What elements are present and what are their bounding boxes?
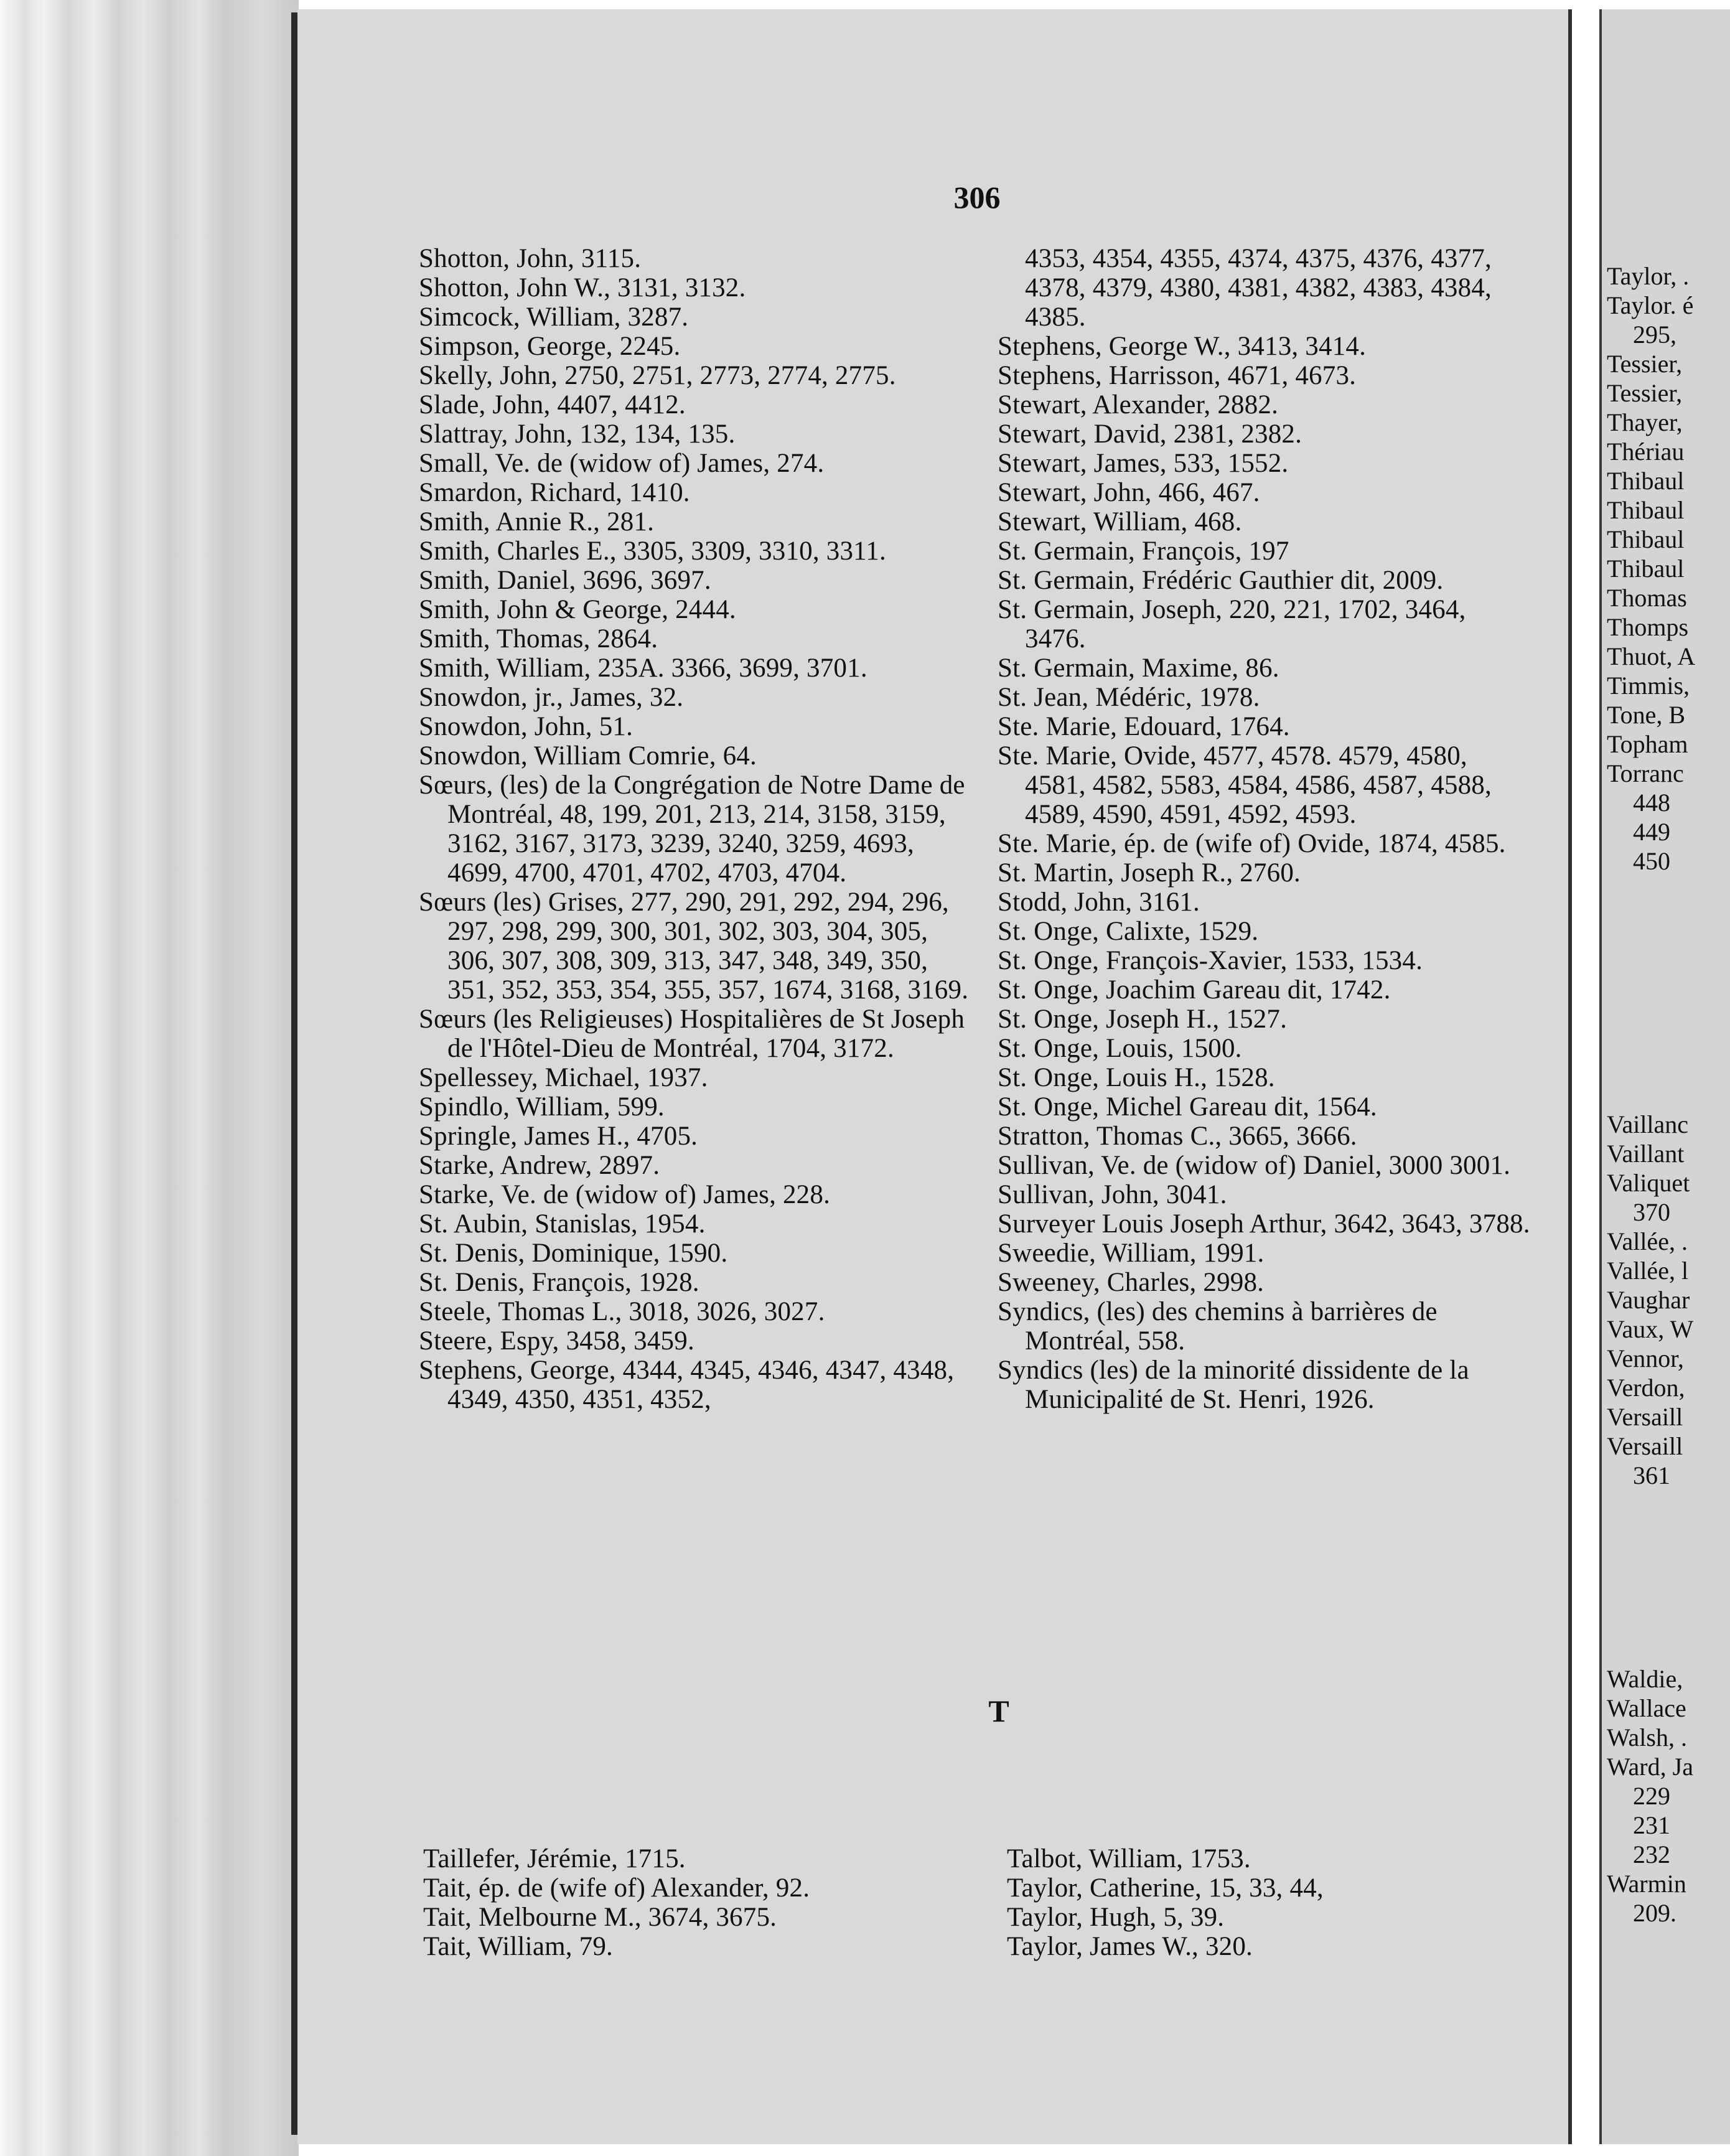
index-entry: St. Aubin, Stanislas, 1954. bbox=[419, 1209, 706, 1239]
index-entry: Simcock, William, 3287. bbox=[419, 302, 689, 332]
fragment-line: Ward, Ja bbox=[1607, 1753, 1693, 1781]
index-entry: Tait, William, 79. bbox=[423, 1932, 613, 1961]
index-entry: Stewart, David, 2381, 2382. bbox=[998, 419, 1302, 449]
index-entry: Taylor, Hugh, 5, 39. bbox=[1007, 1903, 1225, 1932]
index-entry: Stewart, Alexander, 2882. bbox=[998, 390, 1279, 419]
fragment-line: Vaux, W bbox=[1607, 1315, 1694, 1343]
index-entry: Shotton, John, 3115. bbox=[419, 244, 642, 273]
fragment-line: Thayer, bbox=[1607, 408, 1683, 436]
index-entry: Syndics (les) de la minorité dissidente de la Municipalité de St. Henri, 1926. bbox=[998, 1356, 1469, 1414]
index-entry: Smith, William, 235A. 3366, 3699, 3701. bbox=[419, 654, 867, 683]
index-entry: St. Onge, Michel Gareau dit, 1564. bbox=[998, 1092, 1377, 1122]
index-entry: Tait, Melbourne M., 3674, 3675. bbox=[423, 1903, 777, 1932]
fragment-line: Valiquet bbox=[1607, 1169, 1690, 1197]
index-entry: Spindlo, William, 599. bbox=[419, 1092, 665, 1122]
index-entry: Smardon, Richard, 1410. bbox=[419, 478, 690, 507]
fragment-line: Vaillanc bbox=[1607, 1110, 1689, 1138]
fragment-line: 295, bbox=[1633, 321, 1676, 349]
index-entry: Stewart, William, 468. bbox=[998, 507, 1242, 537]
index-entry: St. Germain, Joseph, 220, 221, 1702, 3464, 3476. bbox=[998, 595, 1466, 654]
index-entry: Stodd, John, 3161. bbox=[998, 888, 1200, 917]
index-entry: Stewart, John, 466, 467. bbox=[998, 478, 1260, 507]
index-entry: St. Germain, Frédéric Gauthier dit, 2009. bbox=[998, 566, 1444, 595]
index-entry: St. Onge, Calixte, 1529. bbox=[998, 917, 1259, 946]
index-entry: Syndics, (les) des chemins à barrières de Montréal, 558. bbox=[998, 1297, 1438, 1356]
index-entry: St. Jean, Médéric, 1978. bbox=[998, 683, 1260, 712]
index-entry: St. Onge, Joseph H., 1527. bbox=[998, 1005, 1288, 1034]
fragment-line: Vallée, . bbox=[1607, 1227, 1688, 1255]
index-entry: Sweedie, William, 1991. bbox=[998, 1239, 1265, 1268]
index-entry: Slade, John, 4407, 4412. bbox=[419, 390, 686, 419]
fragment-line: Thomas bbox=[1607, 584, 1687, 612]
index-entry: Ste. Marie, Edouard, 1764. bbox=[998, 712, 1290, 741]
index-entry: Sœurs, (les) de la Congrégation de Notre Dame de Montréal, 48, 199, 201, 213, 214, 3158, 3159, 3162, 3167, 3173, 3239, 3240, 3259, 4693, 4699, 4700, 4701, 4702, 4703, 4704. bbox=[419, 771, 965, 888]
t-section-column-left bbox=[423, 1844, 983, 1961]
index-entry: Starke, Andrew, 2897. bbox=[419, 1151, 660, 1180]
index-entry: Surveyer Louis Joseph Arthur, 3642, 3643, 3788. bbox=[998, 1209, 1530, 1239]
index-entry: Stephens, Harrisson, 4671, 4673. bbox=[998, 361, 1357, 390]
index-entry: Sweeney, Charles, 2998. bbox=[998, 1268, 1265, 1297]
adjacent-page-text bbox=[1602, 261, 1730, 1928]
index-entry: Smith, Thomas, 2864. bbox=[419, 624, 658, 654]
fragment-line: Vennor, bbox=[1607, 1344, 1684, 1372]
index-entry: St. Denis, Dominique, 1590. bbox=[419, 1239, 728, 1268]
fragment-line: Waldie, bbox=[1607, 1665, 1683, 1693]
index-entry: Snowdon, jr., James, 32. bbox=[419, 683, 684, 712]
index-entry: Smith, Daniel, 3696, 3697. bbox=[419, 566, 711, 595]
index-entry: Stephens, George W., 3413, 3414. bbox=[998, 332, 1367, 361]
index-entry: Springle, James H., 4705. bbox=[419, 1122, 698, 1151]
index-entry: Ste. Marie, ép. de (wife of) Ovide, 1874, 4585. bbox=[998, 829, 1506, 858]
index-entry: St. Denis, François, 1928. bbox=[419, 1268, 699, 1297]
index-entry: Sullivan, Ve. de (widow of) Daniel, 3000 3001. bbox=[998, 1151, 1511, 1180]
index-column-right bbox=[998, 244, 1533, 1414]
index-entry: Shotton, John W., 3131, 3132. bbox=[419, 273, 746, 302]
fragment-line: Thibaul bbox=[1607, 467, 1685, 495]
index-entry: Tait, ép. de (wife of) Alexander, 92. bbox=[423, 1873, 810, 1903]
fragment-line: Topham bbox=[1607, 730, 1688, 758]
index-entry: Stratton, Thomas C., 3665, 3666. bbox=[998, 1122, 1357, 1151]
fragment-line: 209. bbox=[1633, 1899, 1676, 1927]
fragment-line: Walsh, . bbox=[1607, 1723, 1687, 1751]
fragment-line: Tone, B bbox=[1607, 701, 1686, 729]
fragment-line: Torranc bbox=[1607, 759, 1684, 787]
fragment-line: Versaill bbox=[1607, 1403, 1683, 1431]
fragment-line: Thuot, A bbox=[1607, 642, 1696, 670]
index-entry: Steele, Thomas L., 3018, 3026, 3027. bbox=[419, 1297, 825, 1326]
fragment-line: Taylor. é bbox=[1607, 291, 1694, 319]
index-entry: St. Onge, Louis, 1500. bbox=[998, 1034, 1242, 1063]
index-entry: Stephens, George, 4344, 4345, 4346, 4347, 4348, 4349, 4350, 4351, 4352, bbox=[419, 1356, 955, 1414]
adjacent-page-fragment bbox=[1599, 9, 1730, 2144]
book-spine-shadow bbox=[291, 12, 297, 2135]
fragment-line: 231 bbox=[1633, 1811, 1670, 1839]
index-entry: Ste. Marie, Ovide, 4577, 4578. 4579, 4580, 4581, 4582, 5583, 4584, 4586, 4587, 4588, 4589, 4590, 4591, 4592, 4593. bbox=[998, 741, 1492, 829]
fragment-line: Thomps bbox=[1607, 613, 1689, 641]
fragment-line: Thibaul bbox=[1607, 525, 1685, 553]
fragment-line: 232 bbox=[1633, 1840, 1670, 1868]
fragment-line: Warmin bbox=[1607, 1870, 1686, 1898]
index-entry-continued: 4353, 4354, 4355, 4374, 4375, 4376, 4377, 4378, 4379, 4380, 4381, 4382, 4383, 4384, 4385. bbox=[1025, 244, 1492, 332]
page-number: 306 bbox=[953, 180, 1001, 215]
index-entry: Taylor, James W., 320. bbox=[1007, 1932, 1253, 1961]
index-entry: Starke, Ve. de (widow of) James, 228. bbox=[419, 1180, 831, 1209]
index-entry: Spellessey, Michael, 1937. bbox=[419, 1063, 708, 1092]
fragment-gap bbox=[1607, 1490, 1730, 1664]
index-entry: Taillefer, Jérémie, 1715. bbox=[423, 1844, 686, 1873]
index-entry: St. Onge, Louis H., 1528. bbox=[998, 1063, 1275, 1092]
fragment-line: Wallace bbox=[1607, 1694, 1686, 1722]
index-entry: Smith, Charles E., 3305, 3309, 3310, 3311. bbox=[419, 537, 886, 566]
index-entry: St. Germain, François, 197 bbox=[998, 537, 1289, 566]
index-entry: Simpson, George, 2245. bbox=[419, 332, 681, 361]
fragment-line: Tessier, bbox=[1607, 379, 1683, 407]
index-entry: Stewart, James, 533, 1552. bbox=[998, 449, 1289, 478]
index-entry: Smith, John & George, 2444. bbox=[419, 595, 736, 624]
index-entry: Slattray, John, 132, 134, 135. bbox=[419, 419, 736, 449]
index-entry: Taylor, Catherine, 15, 33, 44, bbox=[1007, 1873, 1324, 1903]
fragment-line: 361 bbox=[1633, 1461, 1670, 1489]
fragment-line: 450 bbox=[1633, 847, 1670, 875]
t-section-column-right bbox=[1007, 1844, 1542, 1961]
index-entry: St. Onge, François-Xavier, 1533, 1534. bbox=[998, 946, 1423, 975]
fragment-line: Tessier, bbox=[1607, 350, 1683, 378]
fragment-line: Taylor, . bbox=[1607, 262, 1690, 290]
fragment-line: Verdon, bbox=[1607, 1374, 1685, 1402]
index-column-left bbox=[419, 244, 979, 1414]
fragment-line: Versaill bbox=[1607, 1432, 1683, 1460]
fragment-line: Thibaul bbox=[1607, 496, 1685, 524]
index-entry: Sœurs (les) Grises, 277, 290, 291, 292, 294, 296, 297, 298, 299, 300, 301, 302, 303, 304, 305, 306, 307, 308, 309, 313, 347, 348, 349, 350, 351, 352, 353, 354, 355, 357, 1674, 3168, 3169. bbox=[419, 888, 969, 1005]
fragment-gap bbox=[1607, 876, 1730, 1110]
index-entry: Sullivan, John, 3041. bbox=[998, 1180, 1227, 1209]
index-entry: St. Onge, Joachim Gareau dit, 1742. bbox=[998, 975, 1391, 1005]
index-entry: Snowdon, John, 51. bbox=[419, 712, 634, 741]
fragment-line: Timmis, bbox=[1607, 672, 1690, 700]
index-entry: St. Martin, Joseph R., 2760. bbox=[998, 858, 1301, 888]
index-entry: St. Germain, Maxime, 86. bbox=[998, 654, 1279, 683]
fragment-line: 449 bbox=[1633, 818, 1670, 846]
index-entry: Smith, Annie R., 281. bbox=[419, 507, 655, 537]
fragment-line: 448 bbox=[1633, 789, 1670, 817]
fragment-line: Thibaul bbox=[1607, 555, 1685, 583]
index-entry: Skelly, John, 2750, 2751, 2773, 2774, 2775. bbox=[419, 361, 896, 390]
index-entry: Snowdon, William Comrie, 64. bbox=[419, 741, 757, 771]
fragment-line: 370 bbox=[1633, 1198, 1670, 1226]
index-entry: Small, Ve. de (widow of) James, 274. bbox=[419, 449, 825, 478]
fragment-line: Vaillant bbox=[1607, 1140, 1685, 1168]
index-entry: Sœurs (les Religieuses) Hospitalières de St Joseph de l'Hôtel-Dieu de Montréal, 1704, 3172. bbox=[419, 1005, 965, 1063]
section-heading-letter: T bbox=[988, 1694, 1009, 1728]
index-entry: Talbot, William, 1753. bbox=[1007, 1844, 1251, 1873]
fragment-line: Vallée, l bbox=[1607, 1257, 1689, 1285]
book-page-edges bbox=[0, 0, 299, 2156]
fragment-line: Vaughar bbox=[1607, 1286, 1690, 1314]
fragment-line: 229 bbox=[1633, 1782, 1670, 1810]
fragment-line: Thériau bbox=[1607, 438, 1685, 466]
index-entry: Steere, Espy, 3458, 3459. bbox=[419, 1326, 694, 1356]
